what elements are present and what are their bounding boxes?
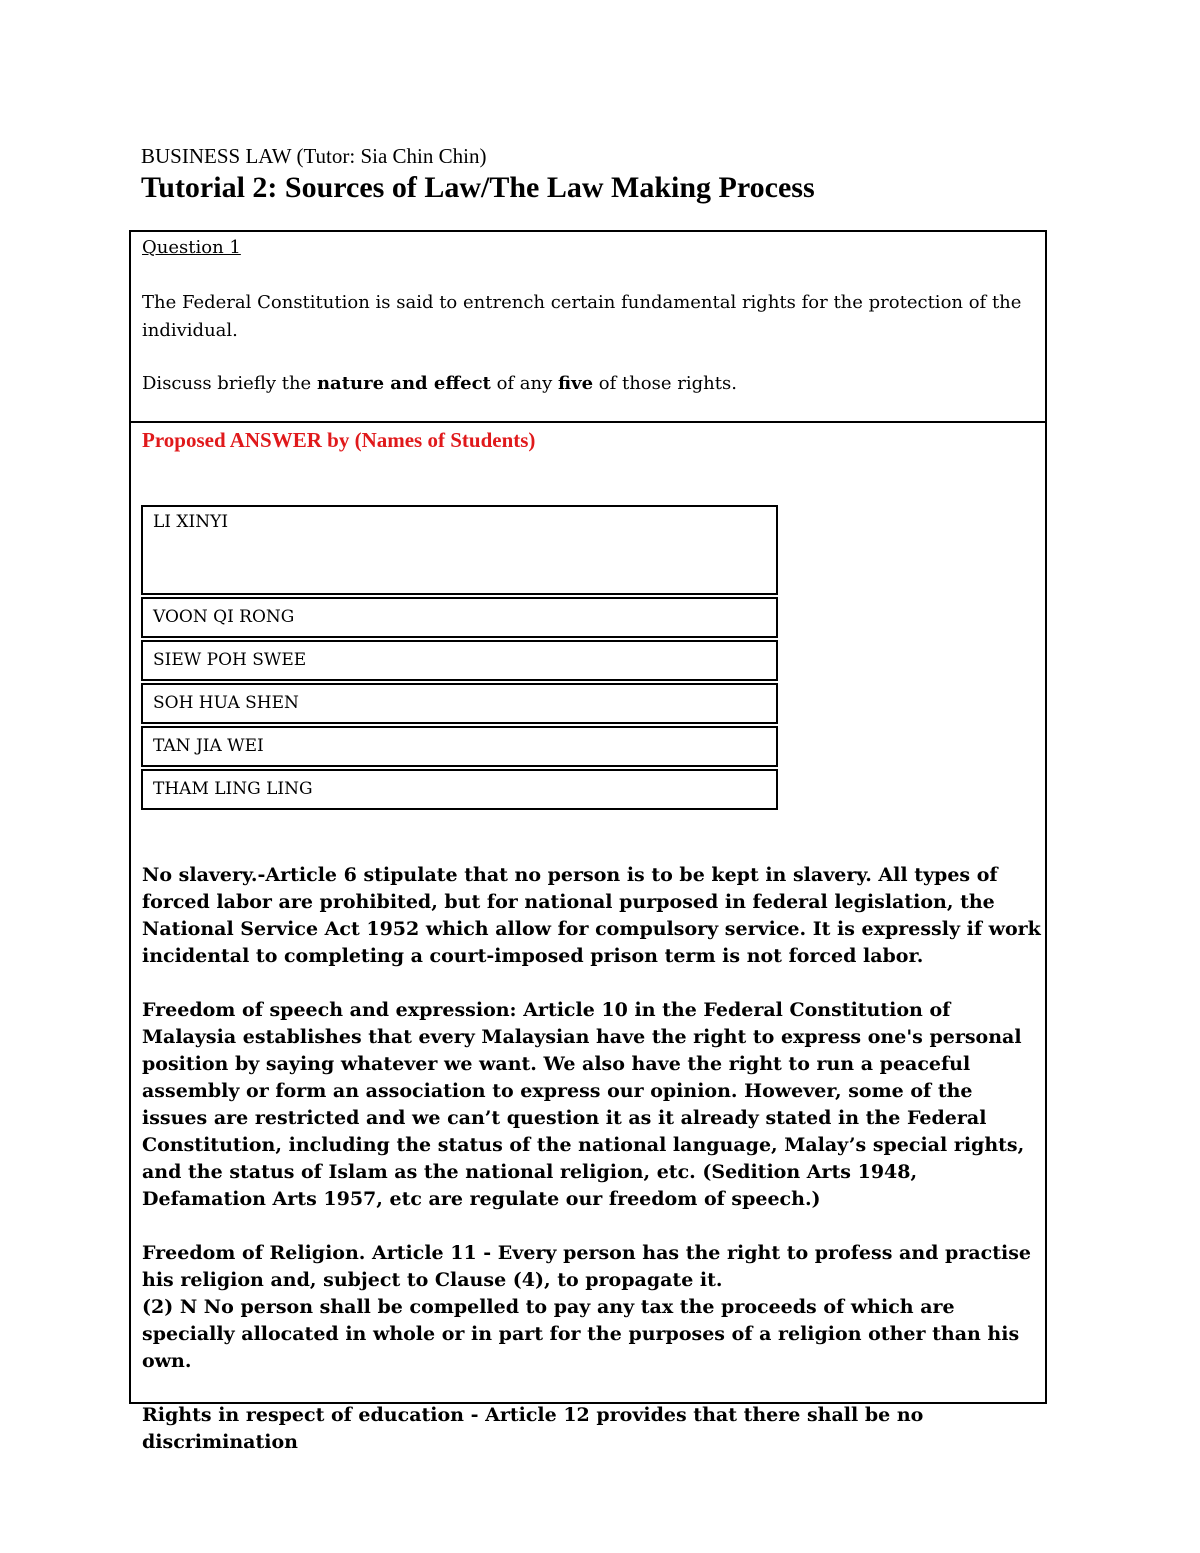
answer-paragraph-religion: Freedom of Religion. Article 11 - Every person has the right to profess and practise his religion and, subject to Clause (4), to propagate it.: [142, 1242, 1031, 1291]
answer-paragraph-education: Rights in respect of education - Article 12 provides that there shall be no discrimination: [142, 1404, 924, 1453]
instruction-mid: of any: [490, 373, 559, 394]
answer-paragraph-slavery: No slavery.-Article 6 stipulate that no person is to be kept in slavery. All types of forced labor are prohibited, but for national purposed in federal legislation, the National Service Act 1952 which allow for compulsory service. It is expressly if work incidental to completing a court-imposed prison term is not forced labor.: [142, 864, 1041, 967]
question-cell: [131, 232, 1045, 423]
instruction-bold-five: five: [558, 373, 594, 394]
instruction-bold-nature: nature and effect: [316, 373, 491, 394]
question-instruction: [142, 370, 1038, 398]
question-text: The Federal Constitution is said to entrench certain fundamental rights for the protection of the individual.: [142, 292, 1022, 341]
page-title: Tutorial 2: Sources of Law/The Law Making Process: [141, 171, 815, 204]
instruction-prefix: Discuss briefly the: [142, 373, 317, 394]
student-name: THAM LING LING: [141, 769, 778, 810]
student-names-table: [141, 505, 778, 812]
student-name: VOON QI RONG: [141, 597, 778, 638]
answer-body: [142, 862, 1042, 1483]
course-subtitle: BUSINESS LAW (Tutor: Sia Chin Chin): [141, 144, 487, 168]
tutorial-table: [129, 230, 1047, 1453]
answer-paragraph-speech: Freedom of speech and expression: Article 10 in the Federal Constitution of Malaysia establishes that every Malaysian have the right to express one's personal position by saying whatever we want. We also have the right to run a peaceful assembly or form an association to express our opinion. However, some of the issues are restricted and we can’t question it as it already stated in the Federal Constitution, including the status of the national language, Malay’s special rights, and the status of Islam as the national religion, etc. (Sedition Arts 1948, Defamation Arts 1957, etc are regulate our freedom of speech.): [142, 999, 1025, 1210]
answer-paragraph-religion-clause: (2) N No person shall be compelled to pay any tax the proceeds of which are specially allocated in whole or in part for the purposes of a religion other than his own.: [142, 1296, 1020, 1372]
question-label: Question 1: [142, 237, 241, 258]
student-name: SIEW POH SWEE: [141, 640, 778, 681]
student-name: TAN JIA WEI: [141, 726, 778, 767]
student-name: SOH HUA SHEN: [141, 683, 778, 724]
instruction-suffix: of those rights.: [593, 373, 737, 394]
answer-label: Proposed ANSWER by (Names of Students): [142, 428, 536, 452]
student-name: LI XINYI: [141, 505, 778, 595]
